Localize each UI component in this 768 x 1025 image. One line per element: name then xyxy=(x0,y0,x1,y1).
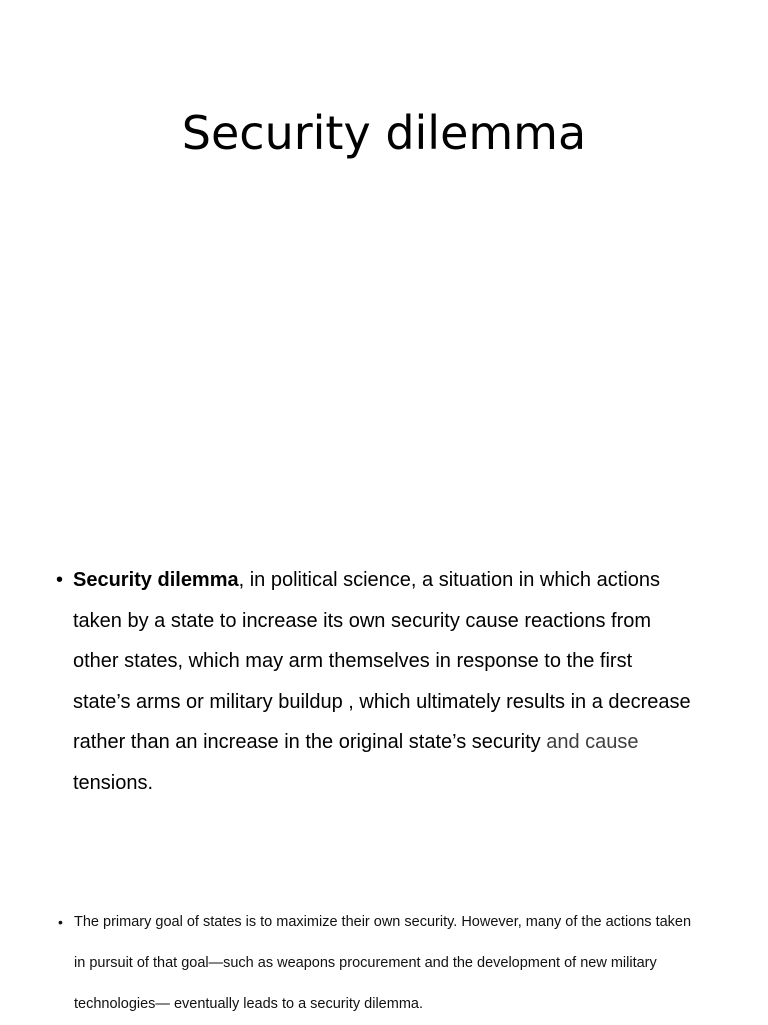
bullet-primary-goal xyxy=(58,902,754,1025)
bullet-line-3: technologies— eventually leads to a security dilemma. xyxy=(74,996,423,1012)
bullet-security-dilemma-definition xyxy=(56,560,723,803)
bullet-line-2: in pursuit of that goal—such as weapons procurement and the development of new military xyxy=(74,955,657,971)
muted-text: and cause xyxy=(540,731,639,753)
definition-text: rather than an increase in the original state’s security xyxy=(73,731,541,753)
bullet-line-1: The primary goal of states is to maximize their own security. However, many of the actions taken xyxy=(74,914,692,930)
slide-title: Security dilemma xyxy=(181,106,587,160)
term-bold: Security dilemma xyxy=(73,569,239,591)
bullet-line-3: other states, which may arm themselves in response to the first xyxy=(73,650,633,672)
bullet-line-1 xyxy=(73,560,723,601)
bullet-line-2: taken by a state to increase its own security cause reactions from xyxy=(73,609,652,632)
bullet-marker: • xyxy=(58,914,63,930)
bullet-marker: • xyxy=(56,569,64,591)
bullet-line-6: tensions. xyxy=(73,771,154,794)
bullet-line-5 xyxy=(73,722,723,763)
definition-text: , in political science, a situation in which actions xyxy=(238,569,660,591)
bullet-line-4: state’s arms or military buildup , which ultimately results in a decrease xyxy=(73,690,691,713)
